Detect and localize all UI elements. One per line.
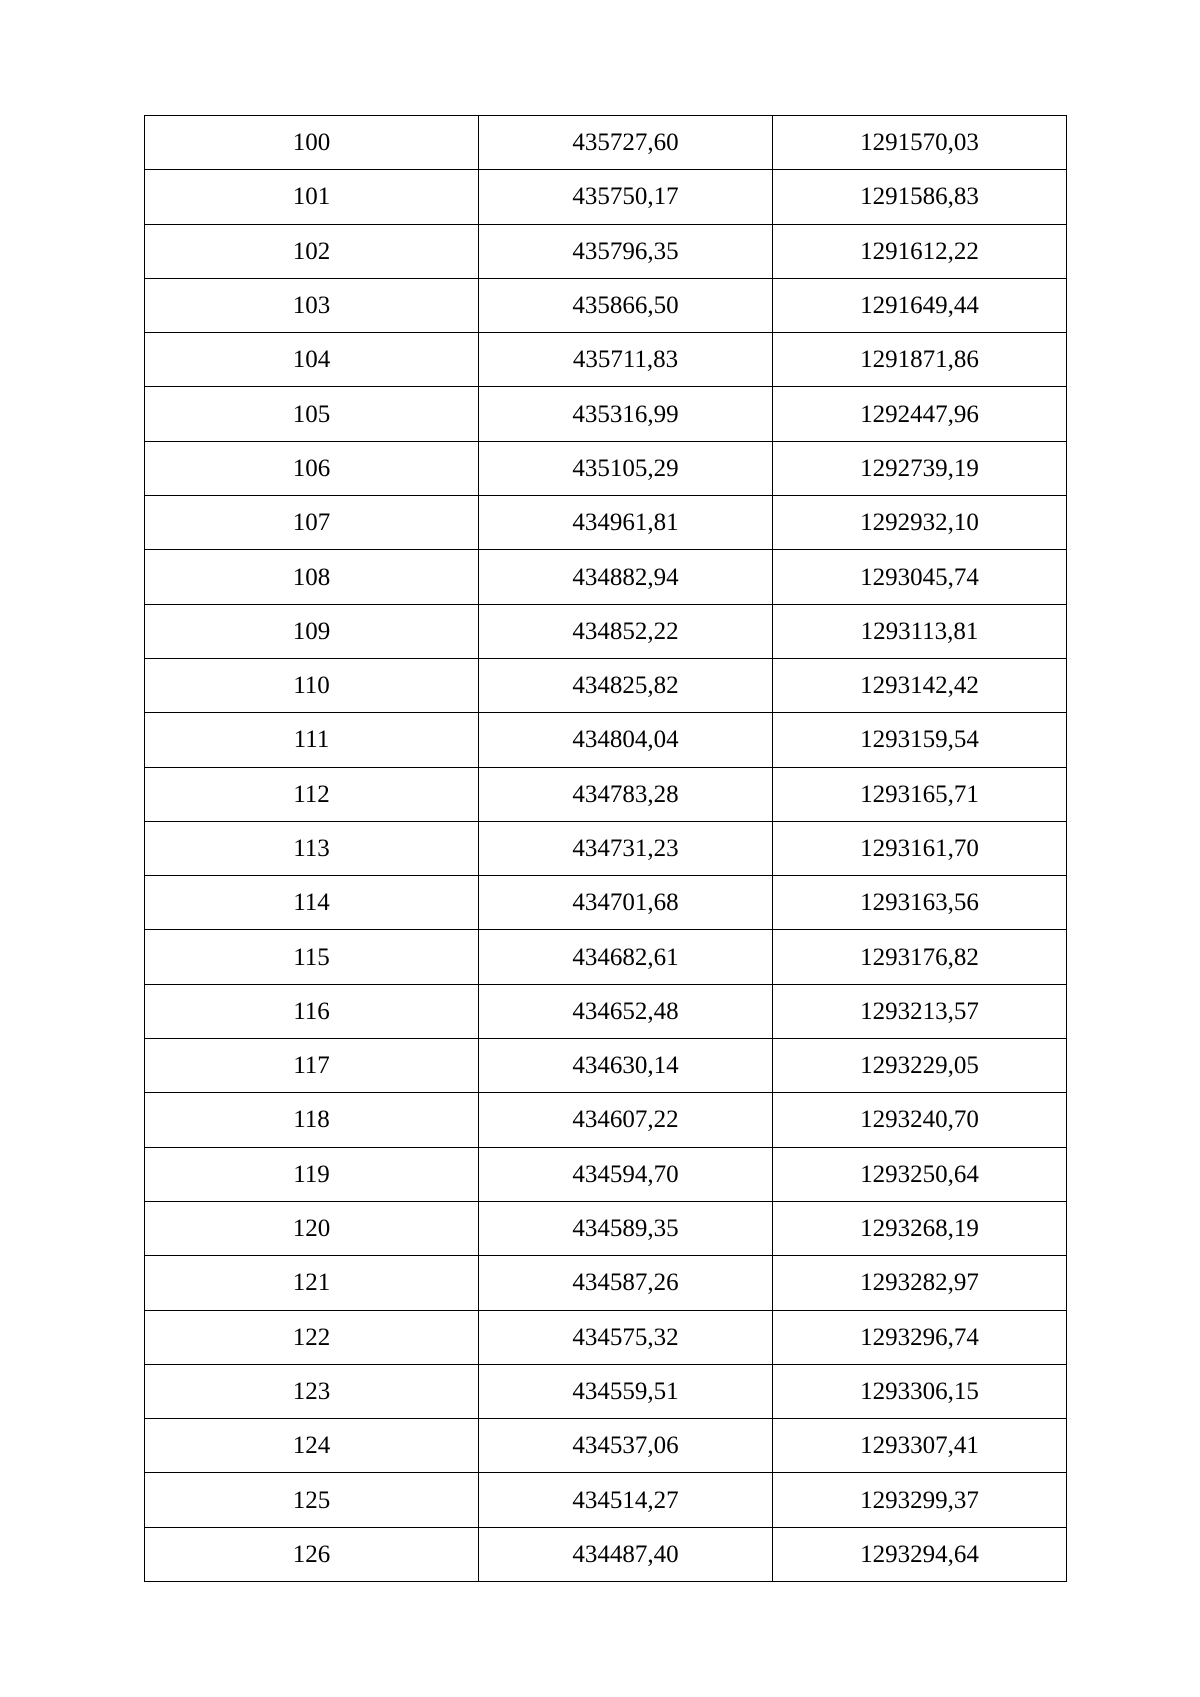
table-row	[145, 116, 1067, 170]
x-coordinate-cell: 435711,83	[479, 333, 773, 387]
x-coordinate-cell: 434537,06	[479, 1419, 773, 1473]
x-coordinate-cell: 434630,14	[479, 1039, 773, 1093]
table-row	[145, 1527, 1067, 1581]
y-coordinate-cell: 1293299,37	[773, 1473, 1067, 1527]
table-row	[145, 1364, 1067, 1418]
point-number-cell: 110	[145, 658, 479, 712]
y-coordinate-cell: 1293213,57	[773, 984, 1067, 1038]
y-coordinate-cell: 1293268,19	[773, 1201, 1067, 1255]
y-coordinate-cell: 1292739,19	[773, 441, 1067, 495]
point-number-cell: 101	[145, 170, 479, 224]
x-coordinate-cell: 435796,35	[479, 224, 773, 278]
table-row	[145, 876, 1067, 930]
point-number-cell: 107	[145, 496, 479, 550]
point-number-cell: 118	[145, 1093, 479, 1147]
table-row	[145, 278, 1067, 332]
table-row	[145, 170, 1067, 224]
x-coordinate-cell: 434514,27	[479, 1473, 773, 1527]
coordinates-table	[144, 115, 1067, 1582]
point-number-cell: 117	[145, 1039, 479, 1093]
x-coordinate-cell: 434852,22	[479, 604, 773, 658]
point-number-cell: 121	[145, 1256, 479, 1310]
y-coordinate-cell: 1293163,56	[773, 876, 1067, 930]
table-row	[145, 767, 1067, 821]
y-coordinate-cell: 1293229,05	[773, 1039, 1067, 1093]
point-number-cell: 102	[145, 224, 479, 278]
table-row	[145, 333, 1067, 387]
point-number-cell: 112	[145, 767, 479, 821]
point-number-cell: 103	[145, 278, 479, 332]
table-row	[145, 387, 1067, 441]
table-row	[145, 1473, 1067, 1527]
y-coordinate-cell: 1293307,41	[773, 1419, 1067, 1473]
x-coordinate-cell: 434882,94	[479, 550, 773, 604]
table-row	[145, 984, 1067, 1038]
x-coordinate-cell: 435727,60	[479, 116, 773, 170]
x-coordinate-cell: 434589,35	[479, 1201, 773, 1255]
y-coordinate-cell: 1293045,74	[773, 550, 1067, 604]
y-coordinate-cell: 1293159,54	[773, 713, 1067, 767]
x-coordinate-cell: 434731,23	[479, 821, 773, 875]
x-coordinate-cell: 434961,81	[479, 496, 773, 550]
table-row	[145, 1419, 1067, 1473]
y-coordinate-cell: 1292932,10	[773, 496, 1067, 550]
point-number-cell: 119	[145, 1147, 479, 1201]
table-row	[145, 1310, 1067, 1364]
table-row	[145, 713, 1067, 767]
point-number-cell: 104	[145, 333, 479, 387]
point-number-cell: 105	[145, 387, 479, 441]
x-coordinate-cell: 435866,50	[479, 278, 773, 332]
y-coordinate-cell: 1293142,42	[773, 658, 1067, 712]
x-coordinate-cell: 434783,28	[479, 767, 773, 821]
x-coordinate-cell: 434701,68	[479, 876, 773, 930]
y-coordinate-cell: 1293296,74	[773, 1310, 1067, 1364]
point-number-cell: 125	[145, 1473, 479, 1527]
table-row	[145, 1039, 1067, 1093]
y-coordinate-cell: 1293240,70	[773, 1093, 1067, 1147]
y-coordinate-cell: 1293161,70	[773, 821, 1067, 875]
x-coordinate-cell: 434652,48	[479, 984, 773, 1038]
x-coordinate-cell: 435105,29	[479, 441, 773, 495]
y-coordinate-cell: 1291612,22	[773, 224, 1067, 278]
x-coordinate-cell: 434594,70	[479, 1147, 773, 1201]
x-coordinate-cell: 434682,61	[479, 930, 773, 984]
point-number-cell: 109	[145, 604, 479, 658]
point-number-cell: 123	[145, 1364, 479, 1418]
x-coordinate-cell: 434559,51	[479, 1364, 773, 1418]
y-coordinate-cell: 1291649,44	[773, 278, 1067, 332]
y-coordinate-cell: 1293113,81	[773, 604, 1067, 658]
point-number-cell: 122	[145, 1310, 479, 1364]
point-number-cell: 126	[145, 1527, 479, 1581]
x-coordinate-cell: 434575,32	[479, 1310, 773, 1364]
table-row	[145, 224, 1067, 278]
x-coordinate-cell: 435316,99	[479, 387, 773, 441]
point-number-cell: 115	[145, 930, 479, 984]
table-row	[145, 1256, 1067, 1310]
y-coordinate-cell: 1293176,82	[773, 930, 1067, 984]
point-number-cell: 114	[145, 876, 479, 930]
x-coordinate-cell: 434825,82	[479, 658, 773, 712]
y-coordinate-cell: 1293250,64	[773, 1147, 1067, 1201]
table-row	[145, 658, 1067, 712]
table-row	[145, 821, 1067, 875]
table-row	[145, 441, 1067, 495]
point-number-cell: 113	[145, 821, 479, 875]
y-coordinate-cell: 1293294,64	[773, 1527, 1067, 1581]
y-coordinate-cell: 1293306,15	[773, 1364, 1067, 1418]
table-row	[145, 550, 1067, 604]
x-coordinate-cell: 434804,04	[479, 713, 773, 767]
y-coordinate-cell: 1291586,83	[773, 170, 1067, 224]
table-row	[145, 930, 1067, 984]
point-number-cell: 108	[145, 550, 479, 604]
x-coordinate-cell: 434487,40	[479, 1527, 773, 1581]
point-number-cell: 120	[145, 1201, 479, 1255]
point-number-cell: 111	[145, 713, 479, 767]
y-coordinate-cell: 1291871,86	[773, 333, 1067, 387]
point-number-cell: 106	[145, 441, 479, 495]
y-coordinate-cell: 1291570,03	[773, 116, 1067, 170]
point-number-cell: 116	[145, 984, 479, 1038]
coordinates-table-body	[145, 116, 1067, 1582]
table-row	[145, 604, 1067, 658]
y-coordinate-cell: 1292447,96	[773, 387, 1067, 441]
x-coordinate-cell: 434607,22	[479, 1093, 773, 1147]
table-row	[145, 496, 1067, 550]
table-row	[145, 1093, 1067, 1147]
point-number-cell: 124	[145, 1419, 479, 1473]
point-number-cell: 100	[145, 116, 479, 170]
y-coordinate-cell: 1293282,97	[773, 1256, 1067, 1310]
x-coordinate-cell: 434587,26	[479, 1256, 773, 1310]
y-coordinate-cell: 1293165,71	[773, 767, 1067, 821]
table-row	[145, 1147, 1067, 1201]
table-row	[145, 1201, 1067, 1255]
x-coordinate-cell: 435750,17	[479, 170, 773, 224]
